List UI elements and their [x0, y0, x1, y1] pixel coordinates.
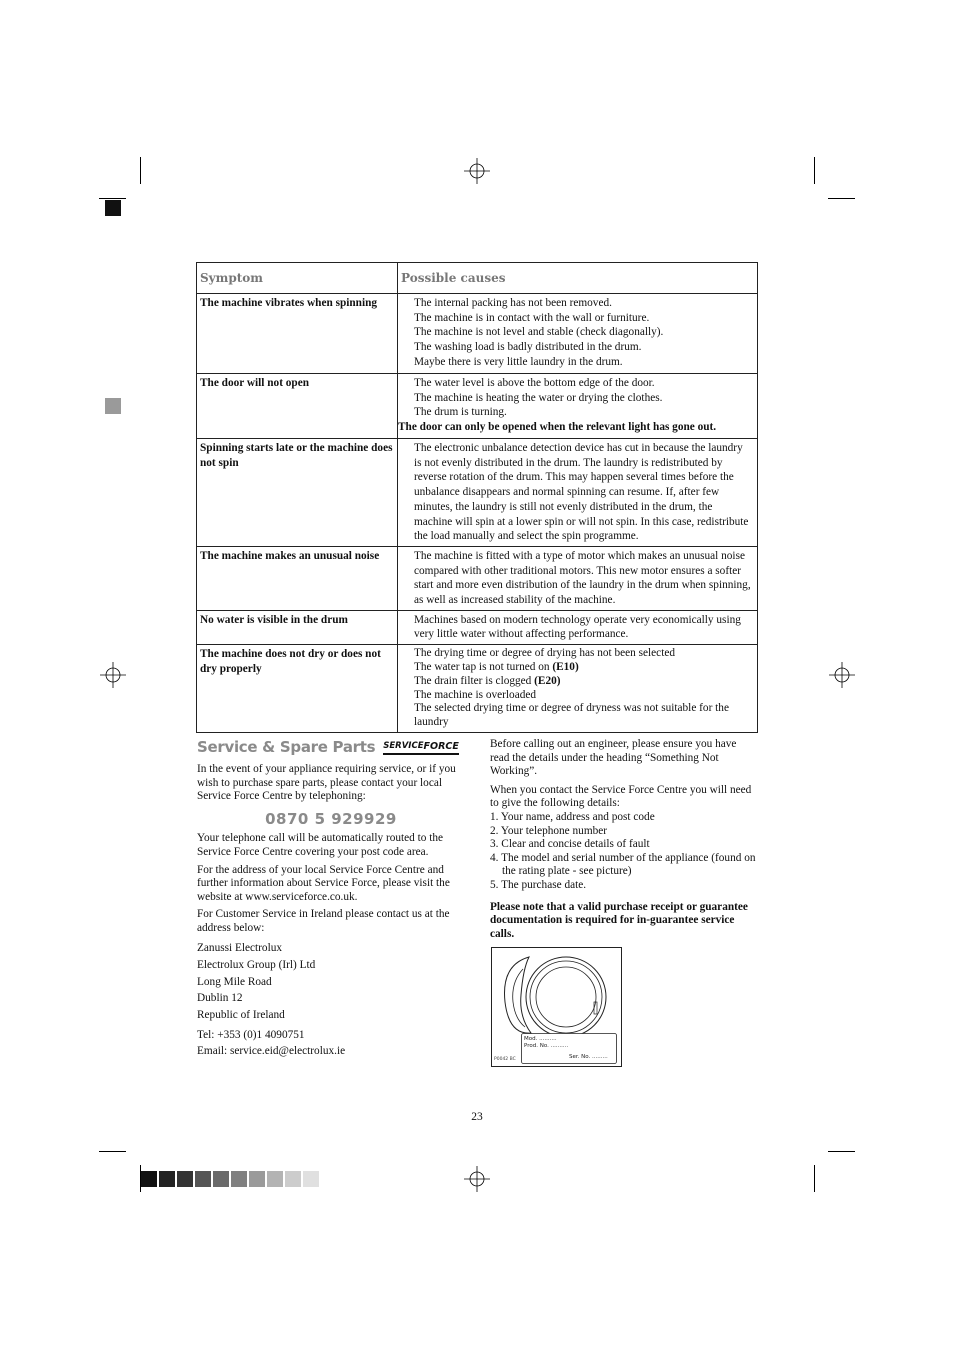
causes-cell: [398, 546, 758, 610]
crop-mark: [140, 157, 141, 184]
service-heading: [197, 736, 465, 760]
address-line: Dublin 12: [197, 992, 243, 1005]
crop-mark: [814, 157, 815, 184]
section-title: Service & Spare Parts: [197, 738, 376, 757]
cause-line: The machine is in contact with the wall or furniture.: [414, 311, 650, 324]
error-code: (E20): [534, 674, 561, 687]
causes-cell: [398, 439, 758, 547]
table-row: [197, 610, 758, 644]
cause-line: The drying time or degree of drying has not been selected: [414, 647, 675, 660]
crop-mark: [828, 1151, 855, 1152]
cause-line: The water level is above the bottom edge of the door.: [414, 377, 655, 389]
list-item: 3. Clear and concise details of fault: [490, 838, 650, 851]
causes-cell: [398, 645, 758, 733]
engineer-paragraph: When you contact the Service Force Centre you will need to give the following details:: [490, 783, 752, 810]
model-label: Mod. ..........: [524, 1036, 557, 1042]
cause-line: The selected drying time or degree of dryness was not suitable for the laundry: [414, 702, 729, 729]
service-section: [197, 736, 465, 1060]
registration-mark-icon: [100, 662, 126, 688]
figure-code: P0042 BC: [494, 1057, 516, 1062]
contact-details: [197, 1029, 465, 1058]
engineer-info-section: [490, 738, 758, 946]
symptom-header: Symptom: [197, 263, 398, 294]
page-number: 23: [471, 1111, 483, 1123]
cause-line: The machine is heating the water or drying the clothes.: [414, 391, 663, 404]
symptom-cell: The machine does not dry or does not dry properly: [197, 645, 398, 733]
symptom-cell: No water is visible in the drum: [197, 610, 398, 644]
cause-line: The machine is fitted with a type of motor which makes an unusual noise compared with other traditional motors. This new motor ensures a softer start and more even distribution of the laundry in the drum when spinning, as well as increased stability of the machine.: [414, 549, 751, 607]
causes-cell: [398, 610, 758, 644]
symptom-cell: The machine makes an unusual noise: [197, 546, 398, 610]
crop-mark: [99, 198, 126, 199]
list-item: 1. Your name, address and post code: [490, 810, 655, 823]
cause-line: Machines based on modern technology operate very economically using very little water without affecting performance.: [414, 613, 741, 641]
address-line: Electrolux Group (Irl) Ltd: [197, 958, 316, 971]
symptom-cell: Spinning starts late or the machine does not spin: [197, 439, 398, 547]
crop-mark: [99, 1151, 126, 1152]
cause-line: The internal packing has not been removed.: [414, 297, 612, 309]
table-row: [197, 294, 758, 374]
product-number-label: Prod. No. ..........: [524, 1043, 569, 1049]
service-paragraph: For Customer Service in Ireland please contact us at the address below:: [197, 908, 450, 934]
cause-line: The machine is overloaded: [414, 688, 537, 701]
causes-cell: [398, 374, 758, 439]
crop-mark: [828, 198, 855, 199]
address-line: Zanussi Electrolux: [197, 941, 283, 954]
symptom-cell: The machine vibrates when spinning: [197, 294, 398, 374]
rating-plate: [521, 1033, 617, 1064]
telephone: Tel: +353 (0)1 4090751: [197, 1029, 305, 1042]
service-intro: In the event of your appliance requiring service, or if you wish to purchase spare parts, please contact your local Service Force Centre by telephoning:: [197, 763, 456, 803]
cause-line: The drain filter is clogged (E20): [414, 674, 561, 687]
service-phone-number: 0870 5 929929: [265, 809, 397, 828]
table-row: [197, 546, 758, 610]
list-item: 4. The model and serial number of the appliance (found on the rating plate - see picture): [490, 851, 756, 878]
cause-line: The machine is not level and stable (check diagonally).: [414, 326, 664, 339]
symptom-cell: The door will not open: [197, 374, 398, 439]
table-header-row: [197, 263, 758, 294]
causes-cell: [398, 294, 758, 374]
cause-line: The washing load is badly distributed in the drum.: [414, 341, 642, 354]
door-note: The door can only be opened when the relevant light has gone out.: [398, 421, 717, 434]
cause-line: The drum is turning.: [414, 406, 507, 419]
rating-plate-picture: [491, 947, 622, 1067]
crop-mark: [814, 1165, 815, 1192]
list-item: 5. The purchase date.: [490, 878, 587, 891]
service-paragraph: For the address of your local Service Force Centre and further information about Service Force, please visit the website at www.serviceforce.co.uk.: [197, 863, 450, 903]
email: Email: service.eid@electrolux.ie: [197, 1044, 346, 1057]
cause-line: Maybe there is very little laundry in the drum.: [414, 355, 623, 368]
address-line: Republic of Ireland: [197, 1009, 285, 1022]
black-tab-marker: [105, 200, 121, 216]
engineer-paragraph: Before calling out an engineer, please ensure you have read the details under the heading “Something Not Working”.: [490, 738, 737, 778]
troubleshooting-table: [196, 262, 758, 733]
registration-mark-icon: [464, 1166, 490, 1192]
ireland-address: [197, 942, 465, 1024]
guarantee-note: Please note that a valid purchase receipt or guarantee documentation is required for in-guarantee service calls.: [490, 900, 748, 940]
cause-line: The water tap is not turned on (E10): [414, 660, 579, 673]
table-row: [197, 439, 758, 547]
grey-scale-strip: [141, 1171, 321, 1187]
error-code: (E10): [552, 660, 579, 673]
service-paragraph: Your telephone call will be automatically routed to the Service Force Centre covering your post code area.: [197, 832, 444, 858]
registration-mark-icon: [829, 662, 855, 688]
causes-header: Possible causes: [398, 263, 758, 294]
address-line: Long Mile Road: [197, 975, 272, 988]
registration-mark-icon: [464, 158, 490, 184]
list-item: 2. Your telephone number: [490, 824, 608, 837]
table-row: [197, 645, 758, 733]
serial-number-label: Ser. No. .........: [569, 1054, 608, 1060]
grey-tab-marker: [105, 398, 121, 414]
details-list: [490, 811, 758, 893]
table-row: [197, 374, 758, 439]
cause-line: The electronic unbalance detection device has cut in because the laundry is not evenly distributed in the drum. The laundry is redistributed by reverse rotation of the drum. This may happen several times before the unbalance disappears and normal spinning can resume. If, after few minutes, the laundry is still not evenly distributed in the drum, the machine will spin at a lower spin or will not spin. In this case, redistribute the load manually and select the spin programme.: [414, 442, 749, 543]
service-force-logo-icon: SERVICE FORCE: [383, 742, 459, 755]
